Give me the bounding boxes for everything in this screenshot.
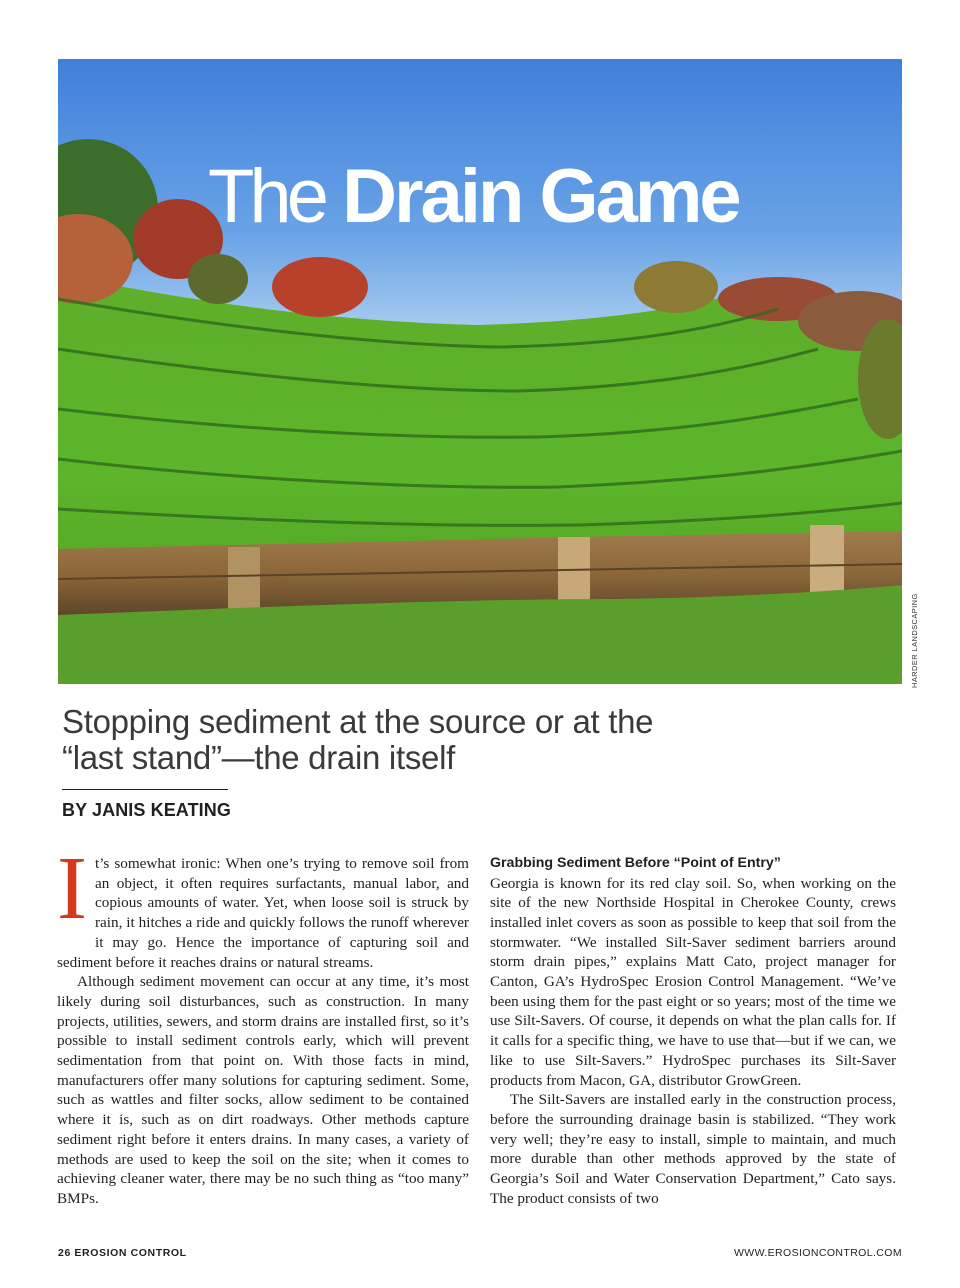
subtitle-line-2: “last stand”—the drain itself bbox=[62, 739, 455, 776]
page-number: 26 bbox=[58, 1247, 71, 1259]
column-left bbox=[57, 839, 469, 1209]
footer-folio bbox=[58, 1247, 187, 1259]
photo-credit-text: HARDER LANDSCAPING bbox=[910, 593, 919, 688]
footer-website: WWW.EROSIONCONTROL.COM bbox=[733, 1247, 902, 1259]
column-right bbox=[490, 854, 896, 1208]
title-bold: Drain Game bbox=[342, 154, 739, 239]
article-subtitle bbox=[62, 704, 762, 776]
section-heading: Grabbing Sediment Before “Point of Entry” bbox=[490, 855, 781, 871]
drop-cap: I bbox=[57, 839, 87, 938]
paragraph-4: The Silt-Savers are installed early in the construction process, before the surrounding drainage basin is stabilized. “They work very well; they’re easy to install, simple to maintain, and much more durable than other methods approved by the state of Georgia’s Soil and Water Conservation Department,” Cato says. The product consists of two bbox=[490, 1091, 896, 1207]
magazine-name: EROSION CONTROL bbox=[74, 1247, 187, 1259]
article-title bbox=[208, 147, 902, 247]
byline: BY JANIS KEATING bbox=[62, 800, 231, 820]
subtitle-line-1: Stopping sediment at the source or at the bbox=[62, 703, 654, 740]
hero-photo bbox=[58, 59, 902, 684]
paragraph-3: Georgia is known for its red clay soil. So, when working on the site of the new Northside Hospital in Cherokee County, crews installed inlet covers as soon as possible to keep that soil from the stormwater. “We installed Silt-Saver sediment barriers around storm drain pipes,” explains Matt Cato, project manager for Canton, GA’s HydroSpec Erosion Control Management. “We’ve been using them for the past eight or so years; most of the time we use Silt-Savers. Of course, it depends on what the plan calls for. If it calls for a specific thing, we have to use that—but if we can, we like to use Silt-Savers.” HydroSpec purchases its Silt-Saver products from Macon, GA, distributor GrowGreen. bbox=[490, 874, 896, 1089]
title-light: The bbox=[208, 154, 324, 239]
paragraph-2: Although sediment movement can occur at any time, it’s most likely during soil disturbances, such as construction. In many projects, utilities, sewers, and storm drains are installed first, so it’s possible to install sediment controls early, which will prevent sedimentation from that point on. With those facts in mind, manufacturers offer many solutions for capturing sediment. Some, such as wattles and filter socks, allow sediment to be contained where it is, such as on dirt roadways. Other methods capture sediment right before it enters drains. In many cases, a variety of methods are used to keep the soil on the site; when it comes to achieving cleaner water, there may be no such thing as “too many” BMPs. bbox=[57, 973, 469, 1207]
paragraph-1: t’s somewhat ironic: When one’s trying to remove soil from an object, it often requires surfactants, manual labor, and copious amounts of water. Yet, when loose soil is struck by rain, it hitches a ride and quickly follows the runoff wherever it may go. Hence the importance of capturing soil and sediment before it reaches drains or natural streams. bbox=[57, 855, 469, 971]
byline-rule bbox=[62, 789, 228, 790]
